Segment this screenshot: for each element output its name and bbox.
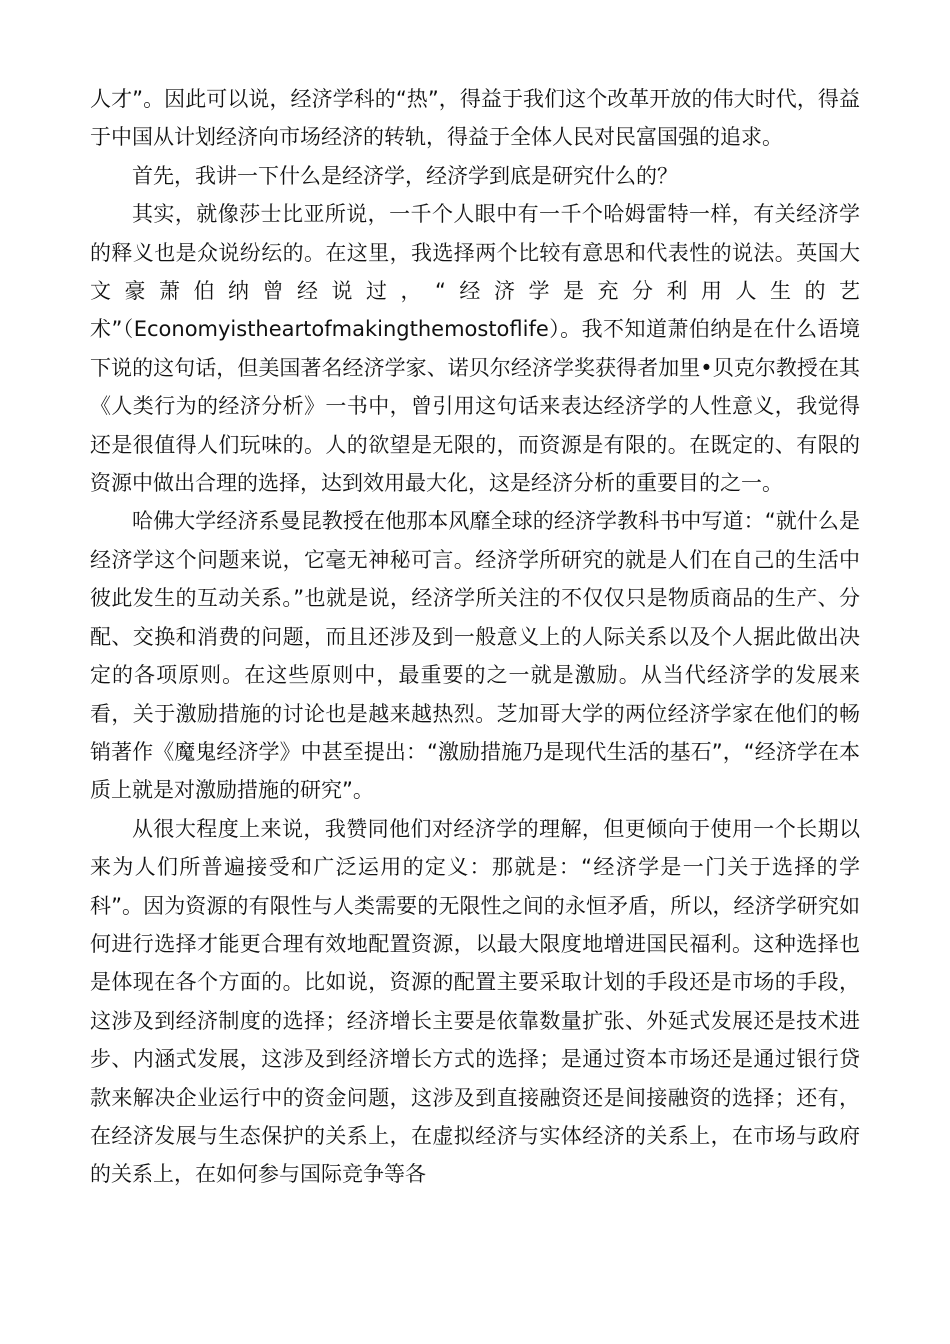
document-page	[90, 80, 860, 1194]
paragraph-mankiw: 哈佛大学经济系曼昆教授在他那本风靡全球的经济学教科书中写道：“就什么是经济学这个问题来说，它毫无神秘可言。经济学所研究的就是人们在自己的生活中彼此发生的互动关系。”也就是说，经济学所关注的不仅仅只是物质商品的生产、分配、交换和消费的问题，而且还涉及到一般意义上的人际关系以及个人据此做出决定的各项原则。在这些原则中，最重要的之一就是激励。从当代经济学的发展来看，关于激励措施的讨论也是越来越热烈。芝加哥大学的两位经济学家在他们的畅销著作《魔鬼经济学》中甚至提出：“激励措施乃是现代生活的基石”，“经济学在本质上就是对激励措施的研究”。	[90, 509, 860, 803]
paragraph-choice: 从很大程度上来说，我赞同他们对经济学的理解，但更倾向于使用一个长期以来为人们所普遍接受和广泛运用的定义：那就是：“经济学是一门关于选择的学科”。因为资源的有限性与人类需要的无限性之间的永恒矛盾，所以，经济学研究如何进行选择才能更合理有效地配置资源，以最大限度地增进国民福利。这种选择也是体现在各个方面的。比如说，资源的配置主要采取计划的手段还是市场的手段，这涉及到经济制度的选择；经济增长主要是依靠数量扩张、外延式发展还是技术进步、内涵式发展，这涉及到经济增长方式的选择；是通过资本市场还是通过银行贷款来解决企业运行中的资金问题，这涉及到直接融资还是间接融资的选择；还有，在经济发展与生态保护的关系上，在虚拟经济与实体经济的关系上，在市场与政府的关系上，在如何参与国际竞争等各	[90, 816, 860, 1187]
paragraph-definitions: 其实，就像莎士比亚所说，一千个人眼中有一千个哈姆雷特一样，有关经济学的释义也是众说纷纭的。在这里，我选择两个比较有意思和代表性的说法。英国大文豪萧伯纳曾经说过，“经济学是充分利用人生的艺术”（Economyistheartofmakingthemostoflife）。我不知道萧伯纳是在什么语境下说的这句话，但美国著名经济学家、诺贝尔经济学奖获得者加里•贝克尔教授在其《人类行为的经济分析》一书中，曾引用这句话来表达经济学的人性意义，我觉得还是很值得人们玩味的。人的欲望是无限的，而资源是有限的。在既定的、有限的资源中做出合理的选择，达到效用最大化，这是经济分析的重要目的之一。	[90, 202, 860, 496]
paragraph-question: 首先，我讲一下什么是经济学，经济学到底是研究什么的？	[132, 163, 678, 188]
paragraph-continuation: 人才”。因此可以说，经济学科的“热”，得益于我们这个改革开放的伟大时代，得益于中国从计划经济向市场经济的转轨，得益于全体人民对民富国强的追求。	[90, 87, 860, 150]
